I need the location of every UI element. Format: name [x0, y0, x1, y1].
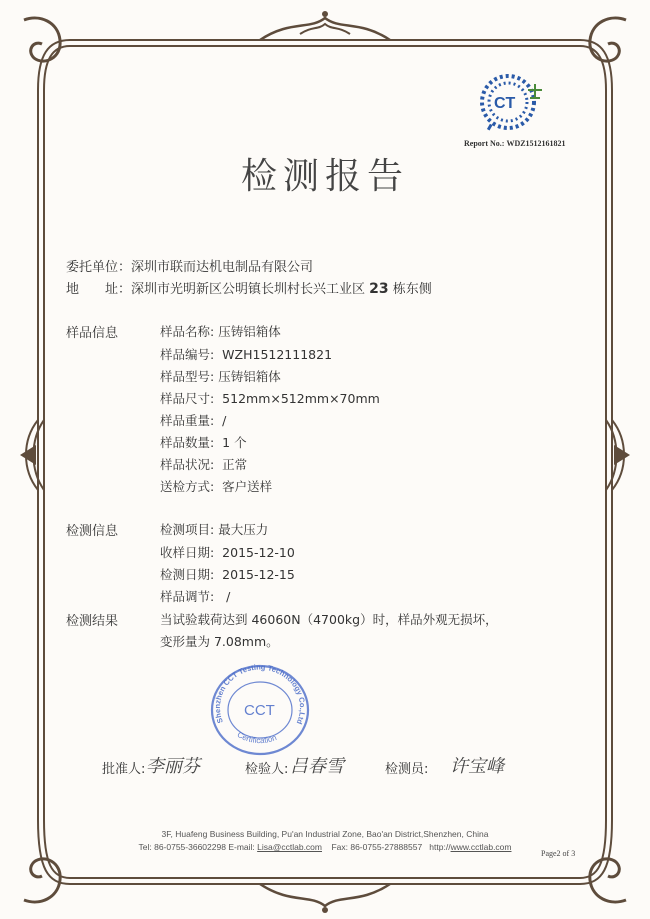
field-label: 样品名称:	[160, 324, 215, 339]
field-value: 512mm×512mm×70mm	[222, 391, 380, 406]
footer-fax: Fax: 86-0755-27888557	[331, 842, 423, 852]
field-label: 检测项目:	[160, 522, 215, 537]
client-value: 深圳市联而达机电制品有限公司	[131, 260, 314, 275]
address-label: 地 址：	[66, 282, 132, 297]
field-label: 送检方式:	[160, 479, 215, 494]
field-value: 最大压力	[218, 522, 269, 537]
field-value: 2015-12-15	[222, 567, 295, 582]
stamp-center-text: CCT	[244, 702, 275, 719]
footer-web-link[interactable]: www.cctlab.com	[450, 842, 512, 852]
field-label: 样品调节:	[160, 589, 215, 604]
field-value: 正常	[222, 457, 248, 472]
cct-stamp	[205, 660, 315, 760]
test-field	[160, 565, 295, 583]
cct-logo-icon	[470, 68, 550, 138]
sample-field	[160, 477, 272, 495]
field-value: 压铸铝箱体	[218, 324, 281, 339]
approver-signature: 李丽芬	[146, 756, 200, 777]
report-number	[464, 139, 566, 148]
section-sample-info: 样品信息	[66, 326, 119, 341]
address-value-suffix: 栋东侧	[392, 282, 432, 297]
report-no-label: Report No.:	[464, 139, 505, 148]
sample-field	[160, 455, 247, 473]
page-title: 检测报告	[240, 156, 409, 197]
inspector-label: 检测员:	[385, 762, 429, 777]
field-label: 样品编号:	[160, 347, 215, 362]
sample-field	[160, 411, 226, 429]
sample-field	[160, 433, 247, 451]
footer-tel: Tel: 86-0755-36602298	[138, 842, 226, 852]
field-value: WZH1512111821	[222, 347, 333, 362]
field-value: 压铸铝箱体	[218, 369, 281, 384]
section-result: 检测结果	[66, 614, 119, 629]
inspector-signature: 许宝峰	[450, 756, 504, 777]
field-label: 检测日期:	[160, 567, 215, 582]
reviewer-signature: 吕春雪	[290, 756, 344, 777]
address-value-number: 23	[369, 281, 389, 297]
report-no-value: WDZ1512161821	[506, 139, 566, 148]
field-value: /	[222, 413, 227, 428]
sample-field	[160, 389, 380, 407]
field-label: 样品重量:	[160, 413, 215, 428]
sample-field	[160, 345, 332, 363]
svg-text:Certification	[236, 730, 278, 745]
test-field	[160, 543, 295, 561]
approver-label: 批准人:	[102, 762, 146, 777]
field-label: 收样日期:	[160, 545, 215, 560]
field-value: 客户送样	[222, 479, 273, 494]
footer-address: 3F, Huafeng Business Building, Pu'an Industrial Zone, Bao'an District,Shenzhen, China	[161, 829, 489, 839]
result-line-2: 变形量为 7.08mm。	[160, 634, 279, 649]
test-field	[160, 587, 230, 605]
field-label: 样品尺寸:	[160, 391, 215, 406]
field-label: 样品数量:	[160, 435, 215, 450]
reviewer-label: 检验人:	[245, 762, 289, 777]
sample-field	[160, 367, 281, 385]
footer-email-link[interactable]: Lisa@cctlab.com	[257, 842, 322, 852]
field-value: 2015-12-10	[222, 545, 295, 560]
client-row	[66, 256, 313, 275]
test-field	[160, 520, 268, 538]
page-number: Page2 of 3	[541, 849, 576, 858]
footer-web-label: http://	[429, 842, 451, 852]
address-value-prefix: 深圳市光明新区公明镇长圳村长兴工业区	[131, 282, 366, 297]
address-row	[66, 278, 432, 297]
stamp-bottom-text: Certification	[235, 730, 278, 746]
field-label: 样品型号:	[160, 369, 215, 384]
logo-text: CT	[494, 95, 516, 112]
field-value: /	[226, 589, 231, 604]
client-label: 委托单位：	[66, 260, 132, 275]
field-label: 样品状况:	[160, 457, 215, 472]
section-test-info: 检测信息	[66, 524, 119, 539]
result-line-1: 当试验载荷达到 46060N（4700kg）时，样品外观无损坏，	[160, 612, 498, 627]
stamp-ring-text: Shenzhen CCT Testing Technology Co.,Ltd	[212, 662, 308, 726]
sample-field	[160, 322, 281, 340]
field-value: 1 个	[222, 435, 247, 450]
footer-email-label: E-mail:	[228, 842, 255, 852]
